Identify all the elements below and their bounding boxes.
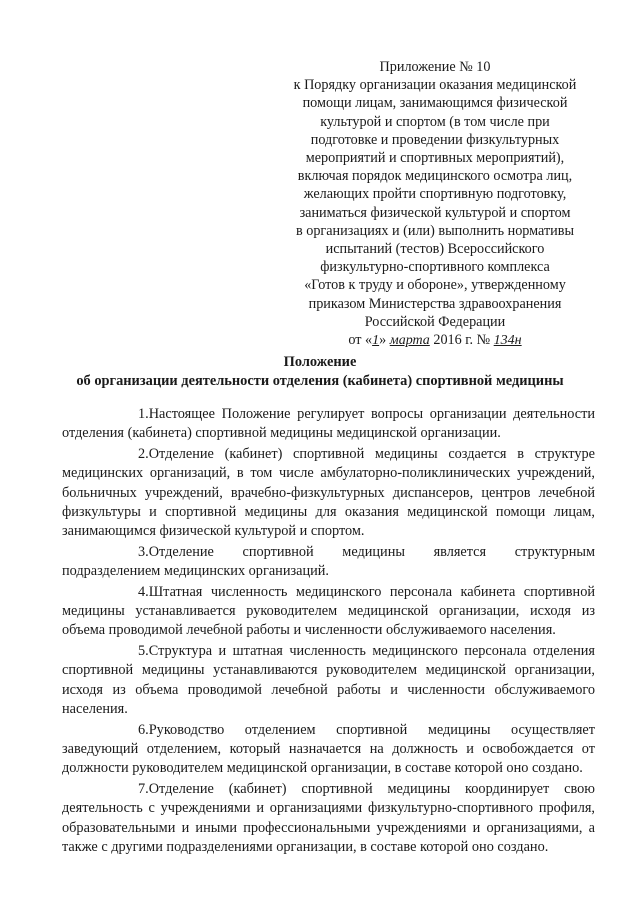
paragraph — [62, 642, 595, 720]
paragraph-number: 1. — [138, 406, 149, 422]
paragraph-number: 6. — [138, 721, 149, 738]
document-body — [62, 405, 595, 858]
appendix-line: физкультурно-спортивного комплекса — [320, 259, 550, 276]
title-line-1: Положение — [283, 354, 357, 370]
paragraph-text: Отделение (кабинет) спортивной медицины создается в структуре медицинских организаций, в том числе амбулаторно-поликлинических учреждений, больничных учреждений, врачебно-физкультурных диспансеров, центров лечебной физкультуры и спортивной медицины для оказания медицинской помощи лицам, занимающимся физической культурой и спортом. — [62, 445, 595, 540]
appendix-line: культурой и спортом (в том числе при — [320, 113, 550, 130]
order-date-line — [270, 331, 600, 350]
date-mid: » — [379, 332, 390, 349]
appendix-line: к Порядку организации оказания медицинской — [293, 77, 577, 94]
paragraph — [62, 583, 595, 641]
appendix-line: заниматься физической культурой и спортом — [299, 204, 571, 221]
paragraph-text: Отделение (кабинет) спортивной медицины координирует свою деятельность с учреждениями и организациями физкультурно-спортивного профиля, образовательными и иными профессиональными учреждениями и организациями, а также с другими подразделениями организации, в составе которой оно создано. — [62, 780, 595, 855]
handwritten-day: 1 — [372, 333, 380, 349]
appendix-line: помощи лицам, занимающимся физической — [302, 95, 568, 112]
paragraph-number: 7. — [138, 780, 149, 797]
handwritten-month: марта — [389, 333, 430, 349]
paragraph — [62, 445, 595, 542]
paragraph-text: Структура и штатная численность медицинского персонала отделения спортивной медицины устанавливаются руководителем медицинской организации, исходя из объема проводимой лечебной работы и численности обслуживаемого населения. — [62, 642, 595, 718]
appendix-line: приказом Министерства здравоохранения — [308, 295, 562, 312]
appendix-line: мероприятий и спортивных мероприятий), — [305, 150, 565, 167]
appendix-line: включая порядок медицинского осмотра лиц, — [297, 168, 573, 185]
handwritten-order-number: 134н — [493, 333, 522, 349]
appendix-line: Российской Федерации — [364, 313, 506, 330]
appendix-line: в организациях и (или) выполнить нормативы — [296, 222, 574, 239]
paragraph-number: 2. — [138, 445, 149, 462]
appendix-line: «Готов к труду и обороне», утвержденному — [304, 277, 566, 294]
paragraph-number: 3. — [138, 543, 149, 560]
paragraph — [62, 543, 595, 582]
appendix-line: желающих пройти спортивную подготовку, — [303, 186, 567, 203]
paragraph-text: Руководство отделением спортивной медицины осуществляет заведующий отделением, который назначается на должность и освобождается от должности руководителем медицинской организации, в составе которой оно создано. — [62, 721, 595, 777]
paragraph-text: Настоящее Положение регулирует вопросы организации деятельности отделения (кабинета) спортивной медицины медицинской организации. — [62, 406, 595, 442]
appendix-header — [270, 58, 600, 350]
appendix-line: Приложение № 10 — [379, 59, 491, 75]
date-prefix: от « — [348, 332, 373, 349]
appendix-line: подготовке и проведении физкультурных — [310, 131, 560, 148]
paragraph-number: 5. — [138, 642, 149, 659]
title-line-2: об организации деятельности отделения (кабинета) спортивной медицины — [76, 373, 564, 389]
document-title — [40, 353, 600, 391]
paragraph — [62, 780, 595, 858]
date-year: 2016 г. № — [429, 332, 494, 349]
appendix-line: испытаний (тестов) Всероссийского — [325, 241, 545, 258]
paragraph — [62, 721, 595, 779]
paragraph-number: 4. — [138, 583, 149, 600]
paragraph-text: Штатная численность медицинского персонала кабинета спортивной медицины устанавливается руководителем медицинской организации, исходя из объема проводимой лечебной работы и численности обслуживаемого населения. — [62, 583, 595, 639]
paragraph — [62, 405, 595, 444]
paragraph-text: Отделение спортивной медицины является структурным подразделением медицинских организаций. — [62, 543, 595, 580]
